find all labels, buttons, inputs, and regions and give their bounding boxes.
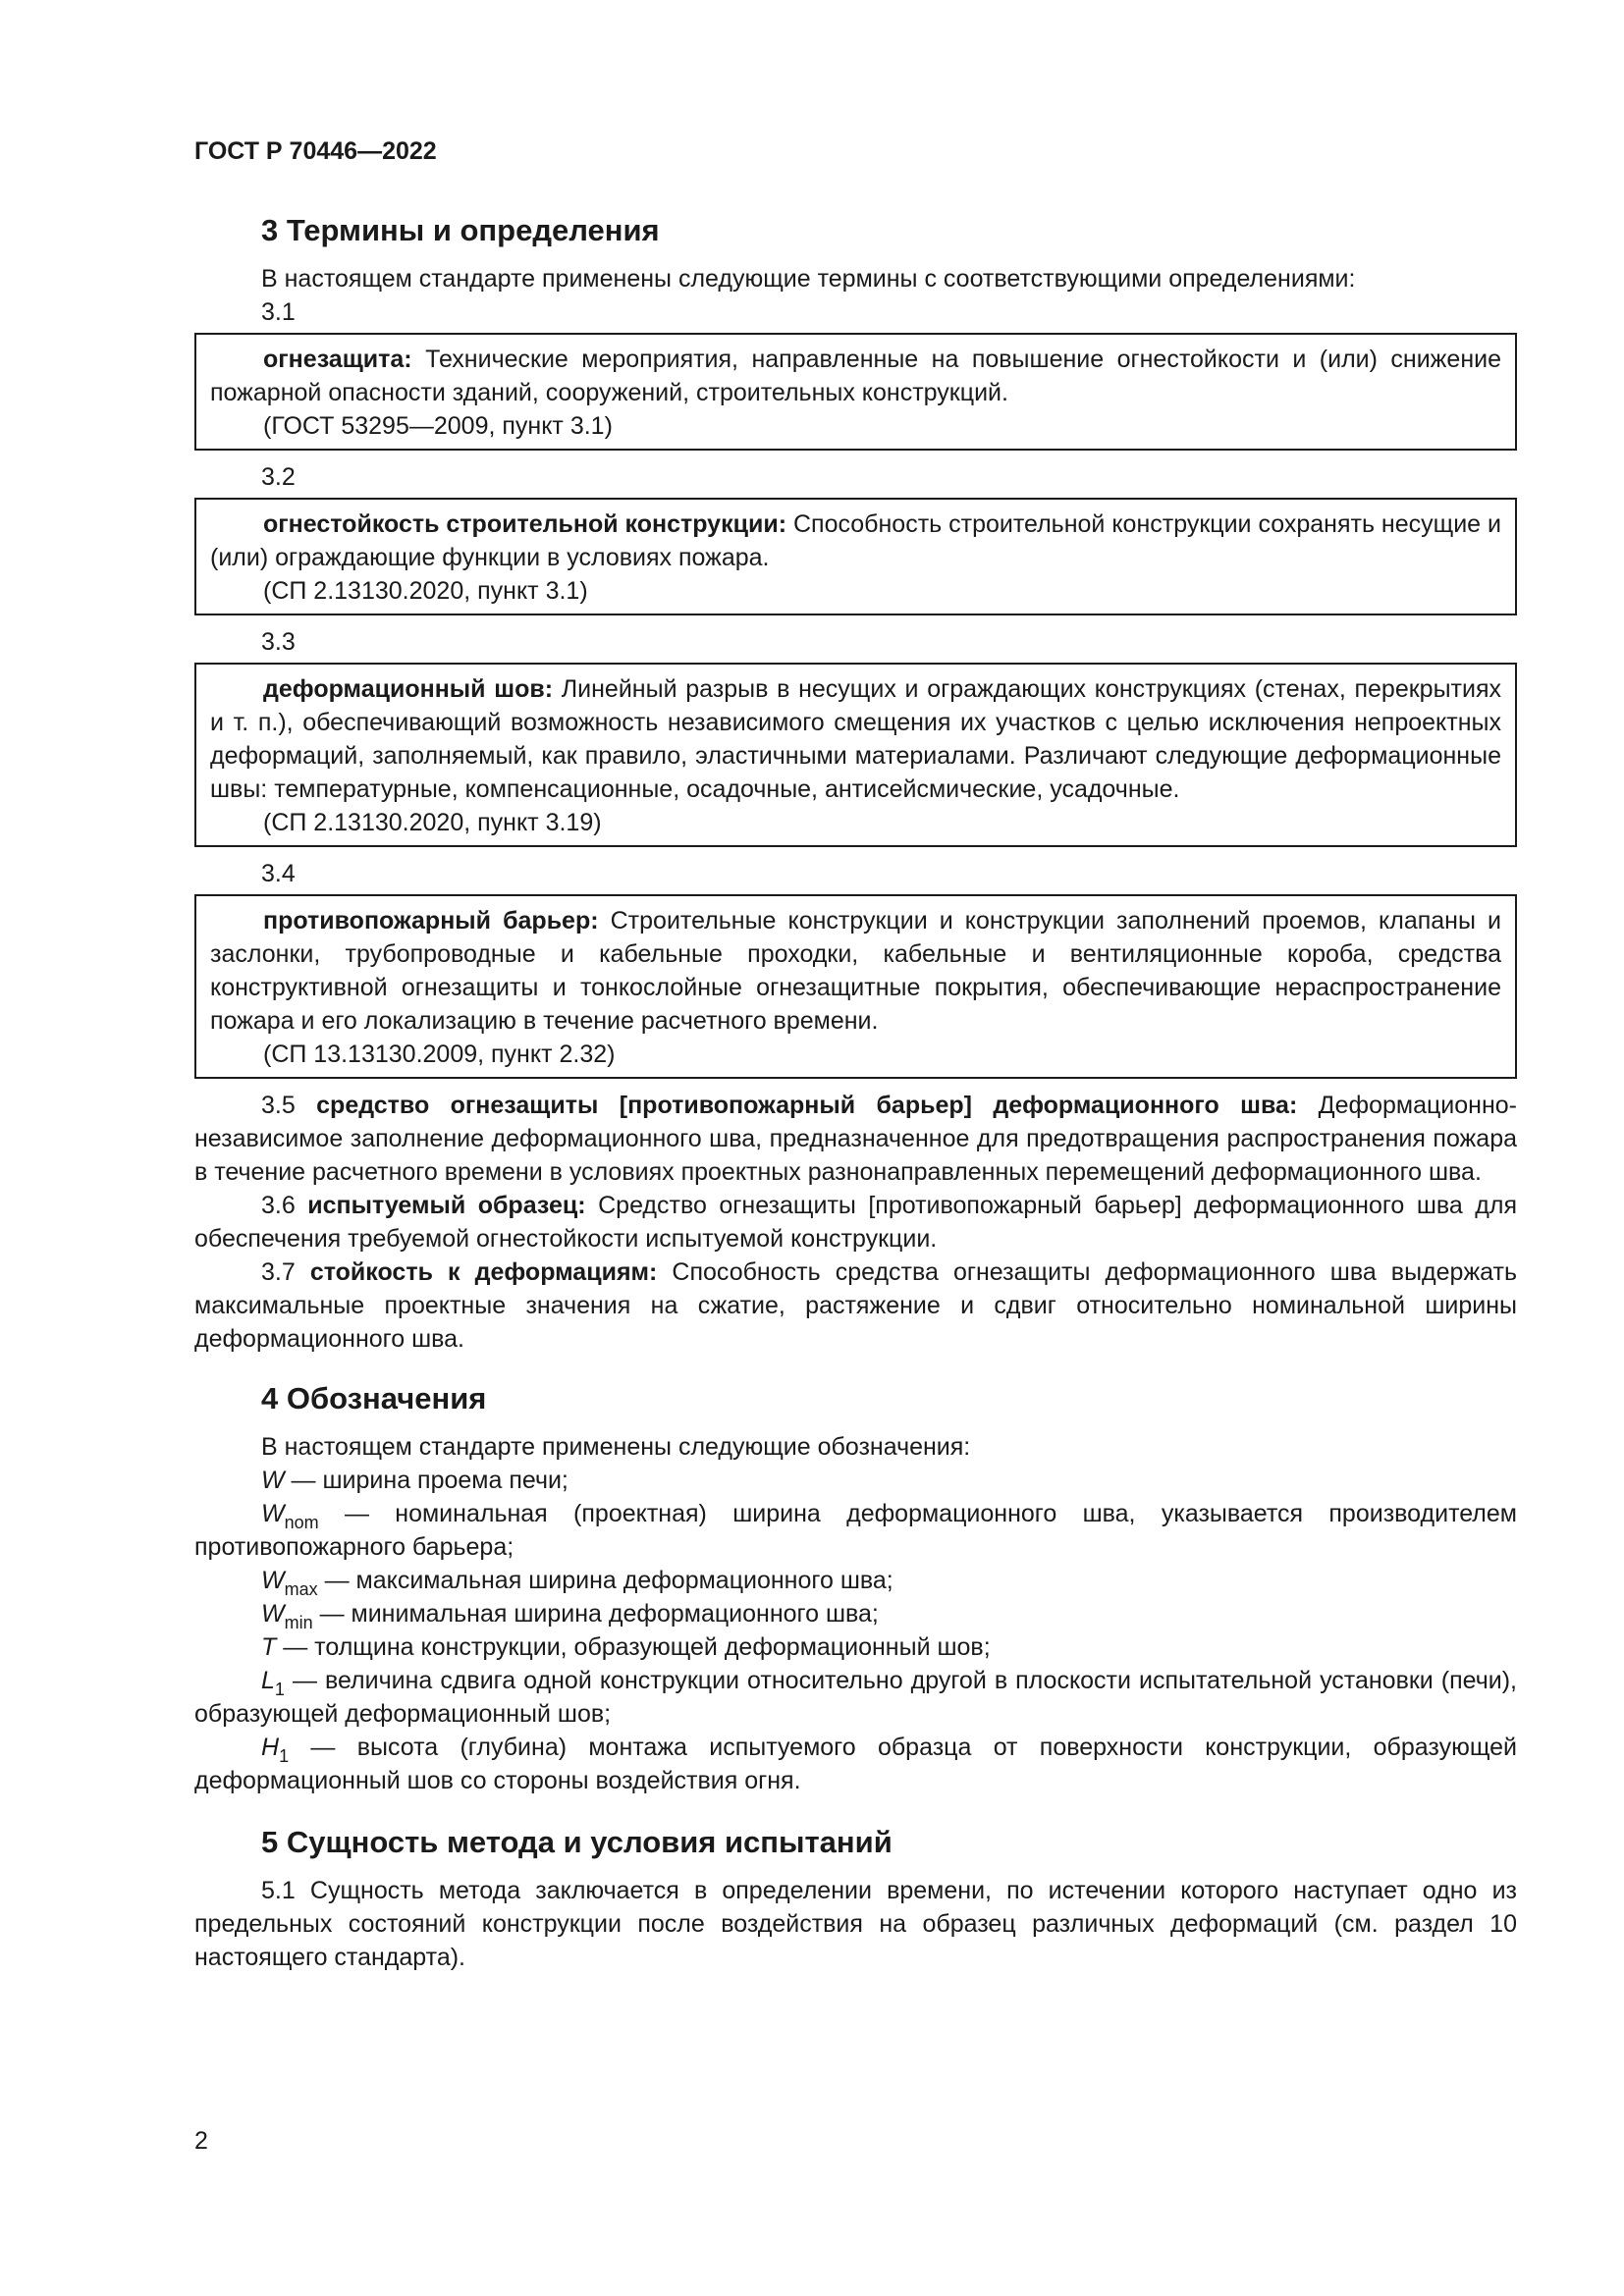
term-3-7-term: стойкость к деформациям: — [309, 1258, 658, 1286]
term-3-6-number: 3.6 — [261, 1192, 296, 1219]
document-page — [194, 137, 1517, 1974]
term-3-3-box — [194, 663, 1517, 847]
term-3-1-text — [210, 343, 1501, 409]
symbol-letter: W — [261, 1600, 285, 1628]
term-3-4-box — [194, 894, 1517, 1079]
symbol-letter: H — [261, 1734, 280, 1761]
term-3-5-number: 3.5 — [261, 1092, 296, 1119]
symbol-letter: W — [261, 1467, 285, 1494]
term-3-2-source: (СП 2.13130.2020, пункт 3.1) — [263, 577, 588, 605]
symbol-item — [194, 1564, 1517, 1597]
term-3-5-term: средство огнезащиты [противопожарный барьер] деформационного шва: — [316, 1092, 1298, 1119]
term-3-2-number: 3.2 — [261, 463, 296, 491]
term-3-6 — [194, 1189, 1517, 1255]
section-4-intro: В настоящем стандарте применены следующие обозначения: — [261, 1433, 971, 1461]
term-3-6-definition: Средство огнезащиты [противопожарный барьер] деформационного шва для обеспечения требуемой огнестойкости испытуемой конструкции. — [194, 1192, 1517, 1253]
symbol-letter: T — [261, 1633, 277, 1661]
term-3-4-term: противопожарный барьер: — [263, 907, 599, 934]
symbol-subscript: nom — [284, 1513, 319, 1532]
symbol-subscript: 1 — [274, 1680, 285, 1699]
symbol-item — [194, 1597, 1517, 1630]
symbol-description: — минимальная ширина деформационного шва; — [312, 1600, 879, 1628]
term-3-3-text — [210, 672, 1501, 806]
term-3-6-term: испытуемый образец: — [307, 1192, 586, 1219]
term-3-7-definition: Способность средства огнезащиты деформационного шва выдержать максимальные проектные значения на сжатие, растяжение и сдвиг относительно номинальной ширины деформационного шва. — [194, 1258, 1517, 1353]
term-3-2-text — [210, 507, 1501, 574]
term-3-3-term: деформационный шов: — [263, 675, 554, 703]
symbol-item — [194, 1497, 1517, 1564]
term-3-1-box — [194, 333, 1517, 451]
symbol-description: — высота (глубина) монтажа испытуемого образца от поверхности конструкции, образующей деформационный шов со стороны воздействия огня. — [194, 1734, 1517, 1794]
term-3-1-source: (ГОСТ 53295—2009, пункт 3.1) — [263, 412, 613, 440]
term-3-2-definition: Способность строительной конструкции сохранять несущие и (или) ограждающие функции в условиях пожара. — [210, 510, 1501, 571]
term-3-7 — [194, 1255, 1517, 1356]
symbol-item — [194, 1731, 1517, 1797]
symbol-letter: L — [261, 1667, 275, 1694]
term-3-1-definition: Технические мероприятия, направленные на повышение огнестойкости и (или) снижение пожарной опасности зданий, сооружений, строительных конструкций. — [210, 346, 1501, 406]
term-3-2-box — [194, 498, 1517, 615]
term-3-3-definition: Линейный разрыв в несущих и ограждающих конструкциях (стенах, перекрытиях и т. п.), обеспечивающий возможность независимого смещения их участков с целью исключения непроектных деформаций, заполняемый, как правило, эластичными материалами. Различают следующие деформационные швы: температурные, компенсационные, осадочные, антисейсмические, усадочные. — [210, 675, 1501, 803]
symbol-letter: W — [261, 1567, 285, 1594]
section-3-intro: В настоящем стандарте применены следующие термины с соответствующими определениями: — [261, 265, 1356, 293]
term-3-4-definition: Строительные конструкции и конструкции заполнений проемов, клапаны и заслонки, трубопроводные и кабельные проходки, кабельные и вентиляционные короба, средства конструктивной огнезащиты и тонкослойные огнезащитные покрытия, обеспечивающие нераспространение пожара и его локализацию в течение расчетного времени. — [210, 907, 1501, 1035]
symbol-description: — ширина проема печи; — [284, 1467, 568, 1494]
section-4-title: 4 Обозначения — [261, 1381, 487, 1415]
term-3-4-source: (СП 13.13130.2009, пункт 2.32) — [263, 1041, 616, 1068]
term-3-3-source: (СП 2.13130.2020, пункт 3.19) — [263, 809, 602, 836]
symbol-subscript: 1 — [279, 1746, 290, 1766]
section-3-title: 3 Термины и определения — [261, 213, 660, 247]
section-5-paragraph-1: 5.1 Сущность метода заключается в определении времени, по истечении которого наступает одно из предельных состояний конструкции после воздействия на образец различных деформаций (см. раздел 10 настоящего стандарта). — [194, 1877, 1517, 1971]
symbol-item — [194, 1630, 1517, 1664]
term-3-4-text — [210, 904, 1501, 1038]
symbol-subscript: max — [284, 1579, 318, 1599]
symbol-item — [194, 1664, 1517, 1731]
term-3-4-number: 3.4 — [261, 860, 296, 887]
page-number: 2 — [194, 2127, 208, 2155]
term-3-5 — [194, 1089, 1517, 1189]
symbol-description: — максимальная ширина деформационного шва; — [317, 1567, 893, 1594]
section-5-title: 5 Сущность метода и условия испытаний — [261, 1825, 893, 1859]
symbol-item — [194, 1464, 1517, 1497]
symbol-description: — величина сдвига одной конструкции относительно другой в плоскости испытательной установки (печи), образующей деформационный шов; — [194, 1667, 1517, 1728]
symbol-letter: W — [261, 1500, 285, 1527]
term-3-5-definition: Деформационно-независимое заполнение деформационного шва, предназначенное для предотвращения распространения пожара в течение расчетного времени в условиях проектных разнонаправленных перемещений деформационного шва. — [194, 1092, 1518, 1186]
term-3-1-term: огнезащита: — [263, 346, 412, 373]
term-3-3-number: 3.3 — [261, 628, 296, 656]
symbol-description: — номинальная (проектная) ширина деформационного шва, указывается производителем противопожарного барьера; — [194, 1500, 1517, 1561]
term-3-1-number: 3.1 — [261, 298, 296, 326]
term-3-7-number: 3.7 — [261, 1258, 296, 1286]
symbol-description: — толщина конструкции, образующей деформационный шов; — [276, 1633, 991, 1661]
symbol-subscript: min — [284, 1613, 313, 1632]
term-3-2-term: огнестойкость строительной конструкции: — [263, 510, 787, 538]
document-code: ГОСТ Р 70446—2022 — [194, 137, 437, 165]
